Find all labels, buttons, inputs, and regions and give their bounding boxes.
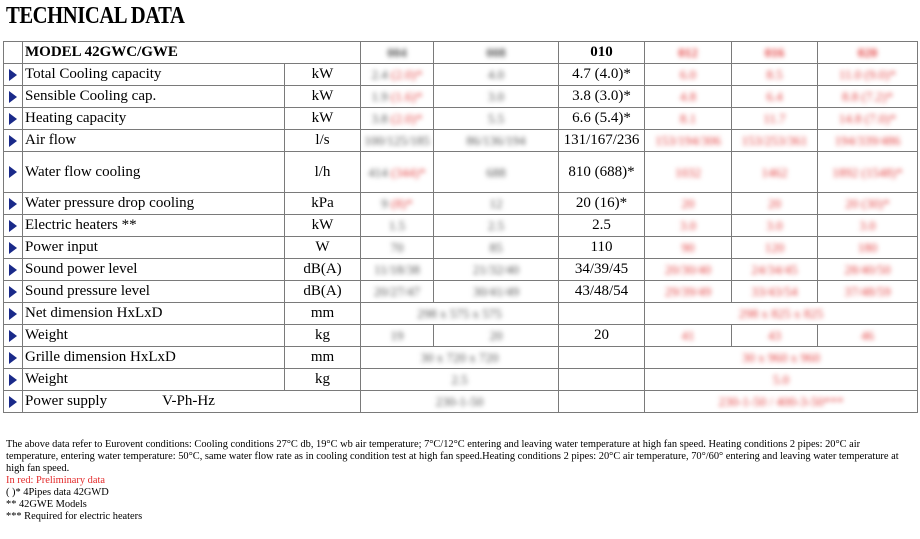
- table-row: [4, 108, 918, 130]
- row-label: Total Cooling capacity: [23, 64, 285, 86]
- footnotes: [6, 439, 911, 523]
- row-unit: kg: [285, 325, 361, 347]
- row-label: Electric heaters **: [23, 215, 285, 237]
- row-label: Air flow: [23, 130, 285, 152]
- value-010: 810 (688)*: [559, 152, 645, 193]
- triangle-arrow-icon: [4, 215, 23, 237]
- value-span-004-008: 230-1-50: [361, 391, 559, 413]
- value-010: [559, 369, 645, 391]
- value-008: 21/32/40: [434, 259, 559, 281]
- triangle-arrow-icon: [4, 108, 23, 130]
- value-010: 34/39/45: [559, 259, 645, 281]
- triangle-arrow-icon: [4, 259, 23, 281]
- value-008: 3.0: [434, 86, 559, 108]
- header-row: [4, 42, 918, 64]
- value-012: 6.0: [645, 64, 732, 86]
- row-label: Sensible Cooling cap.: [23, 86, 285, 108]
- value-016: 43: [732, 325, 818, 347]
- row-label: Net dimension HxLxD: [23, 303, 285, 325]
- value-span-004-008: 298 x 575 x 575: [361, 303, 559, 325]
- value-004: 11/18/38: [361, 259, 434, 281]
- conditions-note: The above data refer to Eurovent conditions: Cooling conditions 27°C db, 19°C wb air temperature; 7°C/12°C entering and leaving water temperature at high fan speed. Heating conditions 2 pipes: 20°C air temperature, entering water temperature: 50°C, same water flow rate as in cooling condition test at high fan speed.Heating conditions 2 pipes: 20°C air temperature, 70°/60° entering and leaving water temperature at high fan speed.: [6, 439, 899, 474]
- value-span-012-020: 298 x 825 x 825: [645, 303, 918, 325]
- row-label: Water flow cooling: [23, 152, 285, 193]
- row-unit: kW: [285, 215, 361, 237]
- row-unit: dB(A): [285, 281, 361, 303]
- triangle-arrow-icon: [4, 369, 23, 391]
- value-012: 90: [645, 237, 732, 259]
- row-label: Sound power level: [23, 259, 285, 281]
- value-004: 2.4 (2.0)*: [361, 64, 434, 86]
- triangle-arrow-icon: [4, 86, 23, 108]
- electric-heaters-note: *** Required for electric heaters: [6, 511, 143, 522]
- row-unit: l/h: [285, 152, 361, 193]
- value-020: 8.8 (7.2)*: [818, 86, 918, 108]
- preliminary-note: In red: Preliminary data: [6, 475, 105, 486]
- value-004: 9 (8)*: [361, 193, 434, 215]
- value-012: 41: [645, 325, 732, 347]
- value-012: 20: [645, 193, 732, 215]
- triangle-arrow-icon: [4, 64, 23, 86]
- value-008: 86/136/194: [434, 130, 559, 152]
- value-016: 24/34/45: [732, 259, 818, 281]
- value-012: 3.0: [645, 215, 732, 237]
- triangle-arrow-icon: [4, 325, 23, 347]
- value-008: 2.5: [434, 215, 559, 237]
- value-010: 2.5: [559, 215, 645, 237]
- triangle-arrow-icon: [4, 152, 23, 193]
- triangle-arrow-icon: [4, 391, 23, 413]
- value-010: 20 (16)*: [559, 193, 645, 215]
- row-unit: mm: [285, 303, 361, 325]
- value-012: 29/39/49: [645, 281, 732, 303]
- value-010: [559, 391, 645, 413]
- triangle-arrow-icon: [4, 281, 23, 303]
- value-016: 120: [732, 237, 818, 259]
- triangle-arrow-icon: [4, 237, 23, 259]
- value-020: 46: [818, 325, 918, 347]
- value-008: 12: [434, 193, 559, 215]
- value-020: 20 (30)*: [818, 193, 918, 215]
- value-020: 1892 (1548)*: [818, 152, 918, 193]
- row-unit: mm: [285, 347, 361, 369]
- value-004: 20/27/47: [361, 281, 434, 303]
- value-010: 4.7 (4.0)*: [559, 64, 645, 86]
- table-row: [4, 259, 918, 281]
- value-004: 19: [361, 325, 434, 347]
- value-010: 110: [559, 237, 645, 259]
- value-016: 20: [732, 193, 818, 215]
- row-label: Weight: [23, 325, 285, 347]
- triangle-arrow-icon: [4, 130, 23, 152]
- value-016: 11.7: [732, 108, 818, 130]
- gwe-models-note: ** 42GWE Models: [6, 499, 87, 510]
- value-004: 70: [361, 237, 434, 259]
- value-010: 20: [559, 325, 645, 347]
- four-pipes-note: ( )* 4Pipes data 42GWD: [6, 487, 109, 498]
- model-012: 012: [645, 42, 732, 64]
- value-016: 3.0: [732, 215, 818, 237]
- model-008: 008: [434, 42, 559, 64]
- triangle-arrow-icon: [4, 303, 23, 325]
- table-row: [4, 281, 918, 303]
- header-blank: [4, 42, 23, 64]
- model-020: 020: [818, 42, 918, 64]
- row-label: Heating capacity: [23, 108, 285, 130]
- table-row: [4, 215, 918, 237]
- value-008: 4.0: [434, 64, 559, 86]
- table-row: [4, 347, 918, 369]
- value-004: 1.5: [361, 215, 434, 237]
- value-020: 180: [818, 237, 918, 259]
- table-row: [4, 86, 918, 108]
- row-unit: kW: [285, 86, 361, 108]
- row-label: Power input: [23, 237, 285, 259]
- triangle-arrow-icon: [4, 193, 23, 215]
- value-010: 43/48/54: [559, 281, 645, 303]
- value-020: 14.8 (7.0)*: [818, 108, 918, 130]
- row-unit: dB(A): [285, 259, 361, 281]
- row-unit: kW: [285, 64, 361, 86]
- model-label: MODEL 42GWC/GWE: [23, 42, 361, 64]
- row-unit: l/s: [285, 130, 361, 152]
- row-label: [23, 391, 361, 413]
- value-004: 3.8 (2.0)*: [361, 108, 434, 130]
- value-004: 1.9 (1.6)*: [361, 86, 434, 108]
- value-012: 153/194/306: [645, 130, 732, 152]
- row-unit: kg: [285, 369, 361, 391]
- value-008: 85: [434, 237, 559, 259]
- value-020: 11.0 (9.0)*: [818, 64, 918, 86]
- value-016: 33/43/54: [732, 281, 818, 303]
- value-016: 153/253/361: [732, 130, 818, 152]
- row-unit: kPa: [285, 193, 361, 215]
- table-row: [4, 64, 918, 86]
- table-row: [4, 130, 918, 152]
- row-unit: W: [285, 237, 361, 259]
- table-row: [4, 369, 918, 391]
- value-020: 37/48/59: [818, 281, 918, 303]
- value-span-004-008: 2.5: [361, 369, 559, 391]
- table-row: [4, 152, 918, 193]
- value-012: 8.1: [645, 108, 732, 130]
- value-020: 3.0: [818, 215, 918, 237]
- value-010: 6.6 (5.4)*: [559, 108, 645, 130]
- value-span-004-008: 30 x 720 x 720: [361, 347, 559, 369]
- table-row: [4, 193, 918, 215]
- table-row: [4, 303, 918, 325]
- row-unit: kW: [285, 108, 361, 130]
- value-010: 131/167/236: [559, 130, 645, 152]
- value-012: 20/30/40: [645, 259, 732, 281]
- value-010: [559, 347, 645, 369]
- value-008: 688: [434, 152, 559, 193]
- value-span-012-020: 30 x 960 x 960: [645, 347, 918, 369]
- row-label: Water pressure drop cooling: [23, 193, 285, 215]
- page-title: TECHNICAL DATA: [6, 3, 185, 29]
- value-016: 8.5: [732, 64, 818, 86]
- value-012: 4.8: [645, 86, 732, 108]
- value-020: 28/40/50: [818, 259, 918, 281]
- value-012: 1032: [645, 152, 732, 193]
- table-row: [4, 237, 918, 259]
- model-004: 004: [361, 42, 434, 64]
- value-016: 1462: [732, 152, 818, 193]
- model-010: 010: [559, 42, 645, 64]
- value-008: 5.5: [434, 108, 559, 130]
- value-010: [559, 303, 645, 325]
- row-label-text: Power supply: [25, 393, 108, 409]
- row-unit: V-Ph-Hz: [162, 393, 215, 409]
- value-004: 100/125/185: [361, 130, 434, 152]
- value-010: 3.8 (3.0)*: [559, 86, 645, 108]
- table-row: [4, 391, 918, 413]
- value-016: 6.4: [732, 86, 818, 108]
- value-span-012-020: 5.0: [645, 369, 918, 391]
- row-label: Grille dimension HxLxD: [23, 347, 285, 369]
- value-020: 194/339/486: [818, 130, 918, 152]
- value-span-012-020: 230-1-50 / 400-3-50***: [645, 391, 918, 413]
- technical-data-table: [3, 41, 918, 413]
- model-016: 016: [732, 42, 818, 64]
- row-label: Sound pressure level: [23, 281, 285, 303]
- row-label: Weight: [23, 369, 285, 391]
- table-row: [4, 325, 918, 347]
- value-004: 414 (344)*: [361, 152, 434, 193]
- value-008: 30/41/49: [434, 281, 559, 303]
- triangle-arrow-icon: [4, 347, 23, 369]
- value-008: 20: [434, 325, 559, 347]
